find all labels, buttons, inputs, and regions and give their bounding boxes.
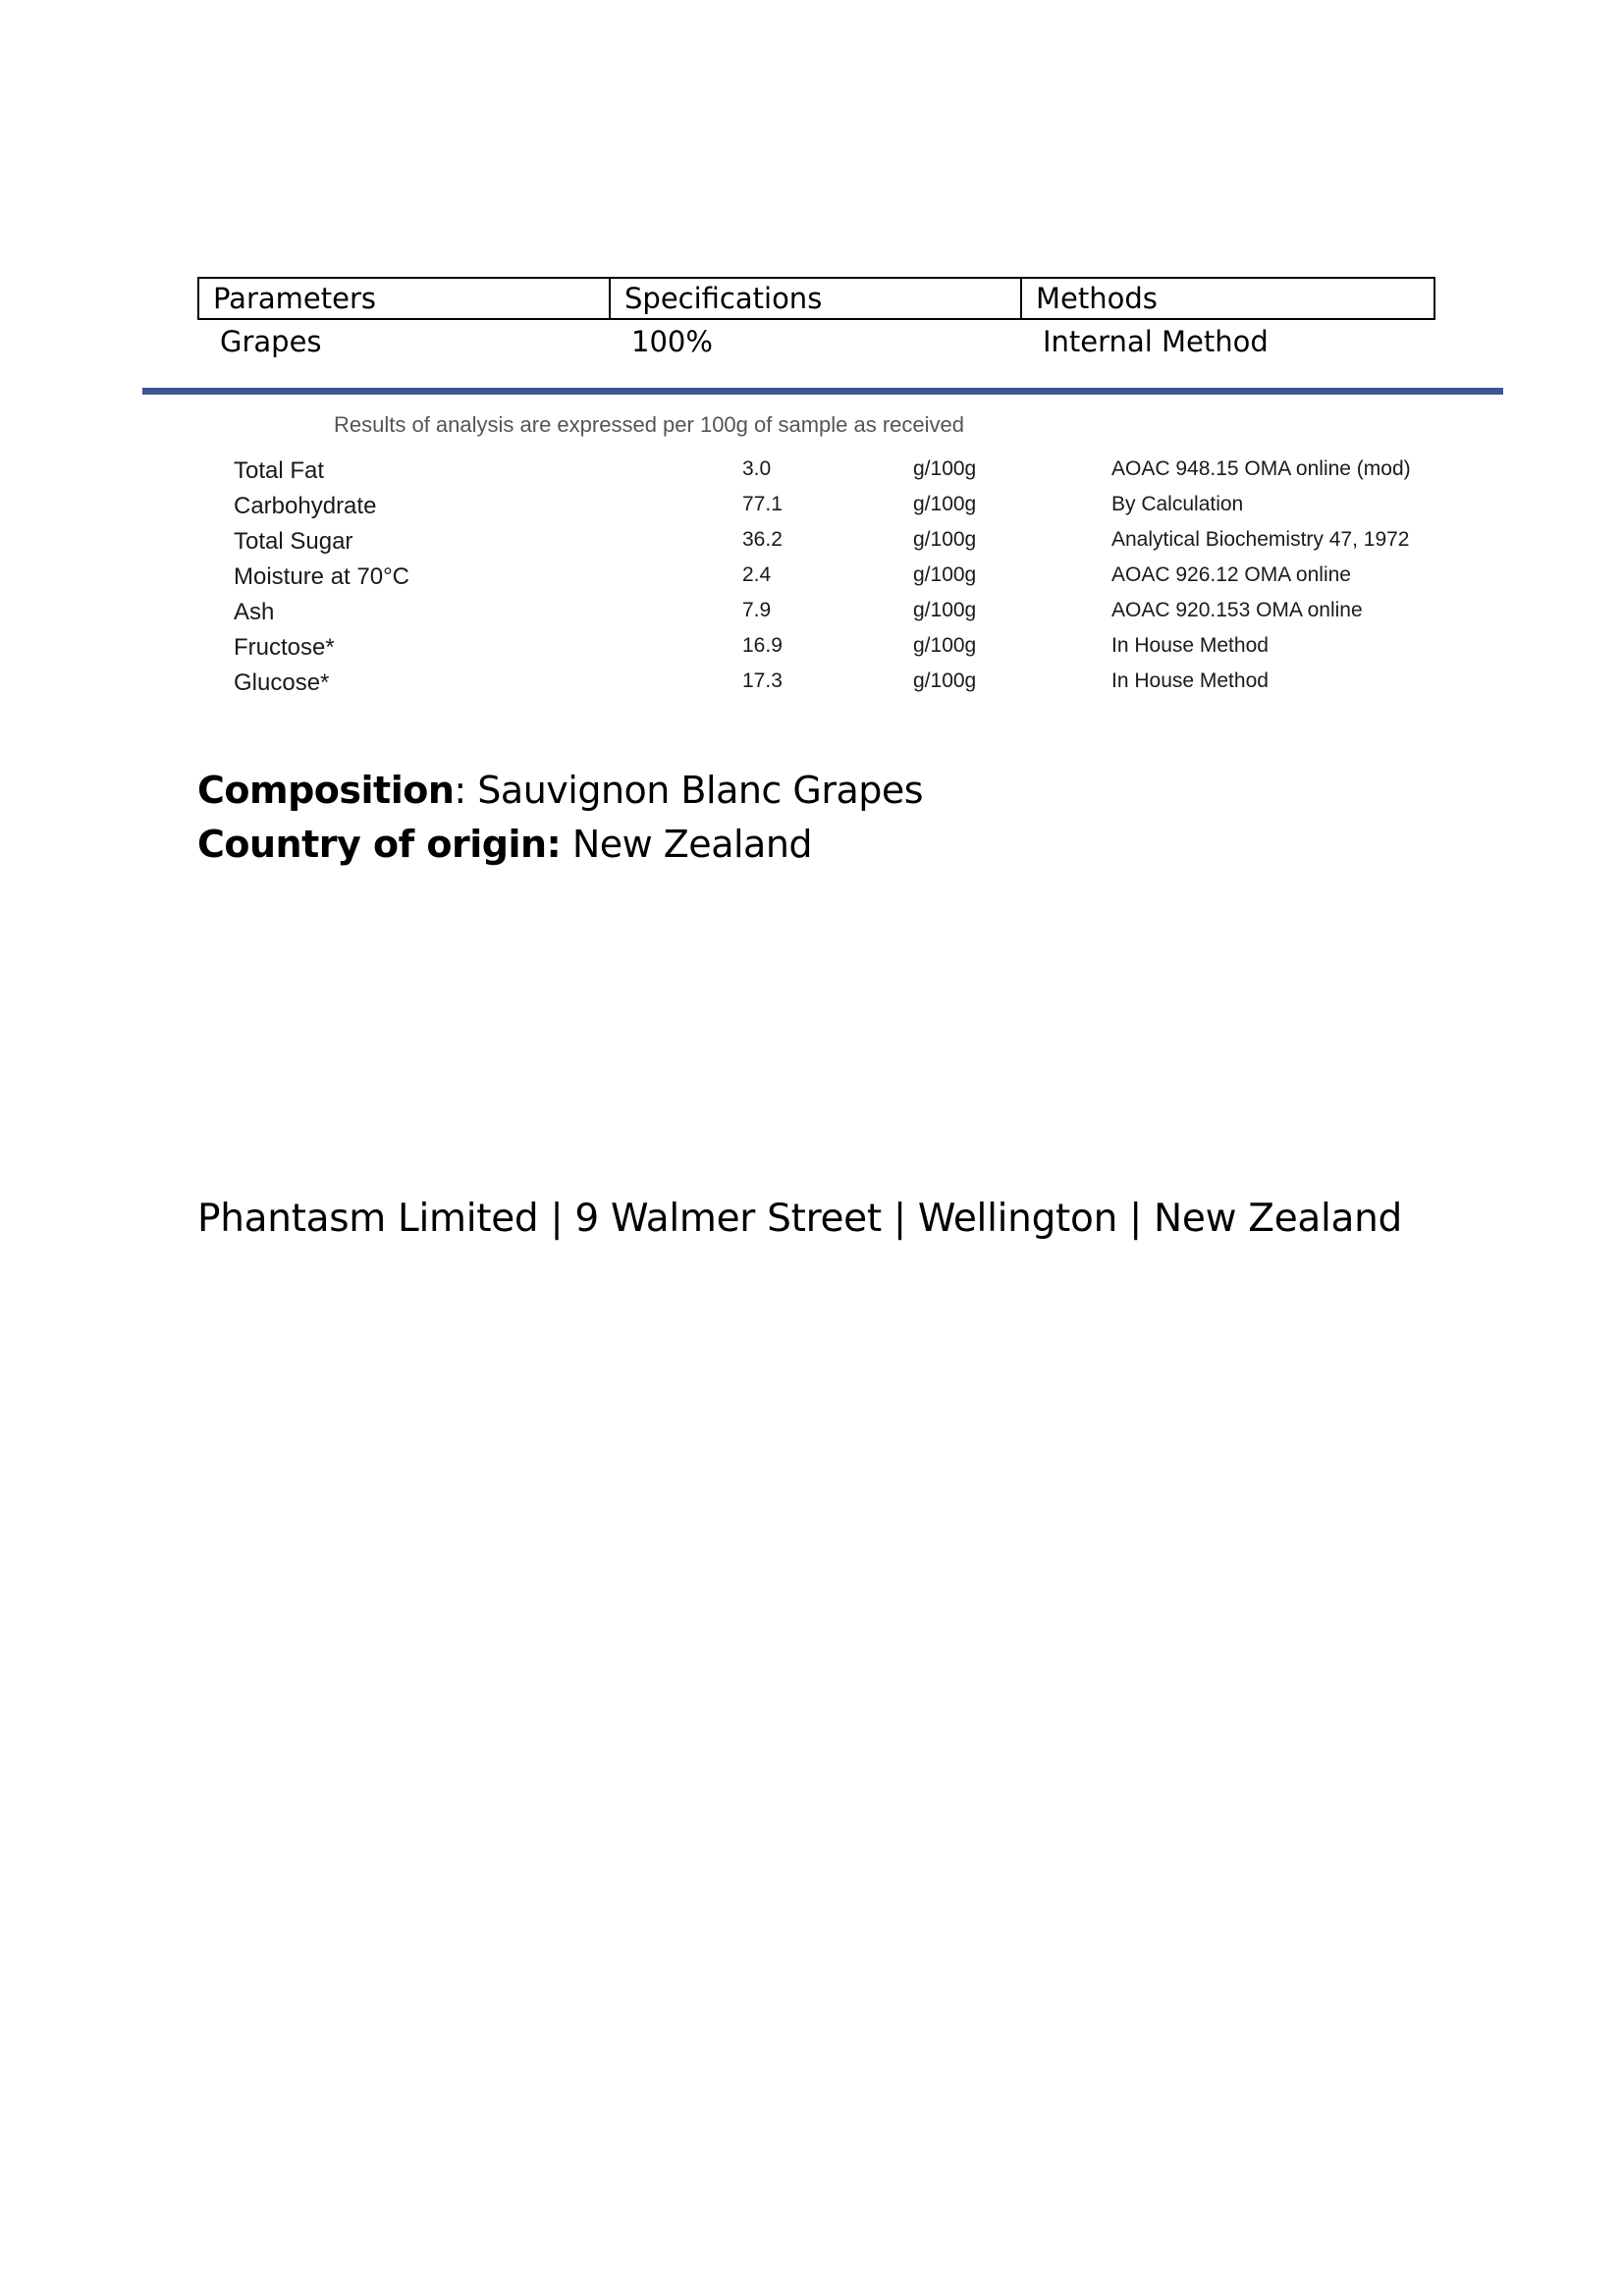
nutrition-table [221, 454, 1438, 701]
nutrient-value: 3.0 [742, 457, 772, 480]
composition-line [197, 764, 923, 818]
nutrient-method: In House Method [1111, 634, 1269, 657]
nutrient-name: Carbohydrate [234, 493, 377, 519]
nutrient-name: Fructose* [234, 634, 335, 661]
table-row [221, 489, 1438, 524]
method-cell: Internal Method [1043, 325, 1269, 358]
company-address: Phantasm Limited | 9 Walmer Street | Wellington | New Zealand [197, 1197, 1403, 1241]
parameter-cell: Grapes [220, 325, 322, 358]
nutrient-method: AOAC 920.153 OMA online [1111, 599, 1363, 621]
product-info [197, 764, 923, 872]
nutrient-unit: g/100g [913, 563, 977, 586]
origin-line [197, 818, 923, 872]
nutrient-name: Moisture at 70°C [234, 563, 410, 590]
nutrient-method: In House Method [1111, 669, 1269, 692]
nutrient-unit: g/100g [913, 634, 977, 657]
nutrient-unit: g/100g [913, 493, 977, 515]
nutrient-value: 7.9 [742, 599, 772, 621]
composition-value: Sauvignon Blanc Grapes [477, 769, 924, 812]
origin-value: New Zealand [561, 823, 813, 866]
table-row [221, 454, 1438, 489]
composition-label: Composition [197, 769, 455, 812]
nutrient-unit: g/100g [913, 669, 977, 692]
nutrient-unit: g/100g [913, 528, 977, 551]
nutrient-value: 17.3 [742, 669, 783, 692]
specification-cell: 100% [631, 325, 713, 358]
divider-rule [142, 388, 1503, 395]
origin-label: Country of origin: [197, 823, 562, 866]
composition-separator: : [454, 769, 478, 812]
nutrient-method: Analytical Biochemistry 47, 1972 [1111, 528, 1410, 551]
nutrient-unit: g/100g [913, 457, 977, 480]
header-parameters: Parameters [198, 278, 610, 319]
header-methods: Methods [1021, 278, 1434, 319]
specifications-header-row [198, 278, 1434, 319]
nutrient-value: 2.4 [742, 563, 772, 586]
nutrient-method: By Calculation [1111, 493, 1244, 515]
nutrient-name: Ash [234, 599, 275, 625]
table-row [221, 524, 1438, 560]
specifications-table [197, 277, 1435, 363]
table-row [221, 666, 1438, 701]
nutrient-unit: g/100g [913, 599, 977, 621]
header-specifications: Specifications [610, 278, 1021, 319]
nutrient-name: Total Fat [234, 457, 325, 484]
nutrient-method: AOAC 948.15 OMA online (mod) [1111, 457, 1411, 480]
table-row [221, 630, 1438, 666]
cropped-header-text [334, 412, 1149, 440]
cropped-header-text-content: Results of analysis are expressed per 100g of sample as received [334, 412, 965, 437]
table-row [221, 595, 1438, 630]
nutrient-name: Total Sugar [234, 528, 353, 555]
nutrient-value: 36.2 [742, 528, 783, 551]
nutrient-method: AOAC 926.12 OMA online [1111, 563, 1351, 586]
table-row [198, 319, 1434, 363]
nutrient-name: Glucose* [234, 669, 330, 696]
table-row [221, 560, 1438, 595]
nutrient-value: 77.1 [742, 493, 783, 515]
nutrient-value: 16.9 [742, 634, 783, 657]
